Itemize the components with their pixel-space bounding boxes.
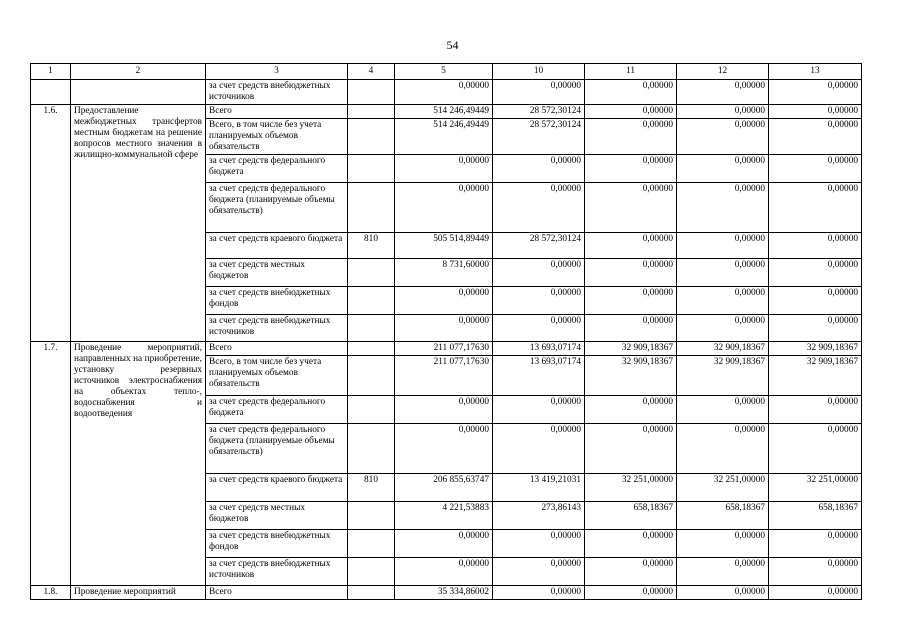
value-cell: 13 693,07174 [493,356,585,396]
value-cell: 0,00000 [677,155,769,183]
code-cell [348,356,395,396]
value-cell: 0,00000 [677,558,769,586]
activity-name-cell: Проведение мероприятий, направленных на приобретение, установку резервных источников электроснабжения на объектах тепло-, водоснабжения и водоотведения [71,342,206,586]
value-cell: 0,00000 [769,119,862,155]
value-cell: 35 334,86002 [395,586,493,600]
code-cell [348,183,395,233]
value-cell: 32 909,18367 [677,356,769,396]
column-header: 10 [493,64,585,80]
value-cell: 0,00000 [769,259,862,287]
code-cell [348,119,395,155]
source-cell: за счет средств федерального бюджета [206,155,348,183]
value-cell: 32 909,18367 [769,356,862,396]
value-cell: 0,00000 [677,315,769,342]
column-header: 5 [395,64,493,80]
code-cell [348,80,395,105]
value-cell: 0,00000 [585,259,677,287]
source-cell: за счет средств краевого бюджета [206,474,348,502]
value-cell: 28 572,30124 [493,233,585,259]
code-cell [348,530,395,558]
value-cell: 0,00000 [769,396,862,424]
column-header: 1 [31,64,71,80]
table-body [31,80,862,600]
column-header: 3 [206,64,348,80]
value-cell: 13 693,07174 [493,342,585,356]
source-cell: за счет средств внебюджетных фондов [206,530,348,558]
column-header: 11 [585,64,677,80]
value-cell: 0,00000 [585,558,677,586]
value-cell: 0,00000 [769,558,862,586]
value-cell: 0,00000 [585,315,677,342]
table-row [31,342,862,356]
row-number-cell [31,80,71,105]
value-cell: 0,00000 [493,80,585,105]
source-cell: за счет средств внебюджетных фондов [206,287,348,315]
value-cell: 0,00000 [395,287,493,315]
value-cell: 0,00000 [585,287,677,315]
value-cell: 0,00000 [677,424,769,474]
source-cell: за счет средств федерального бюджета (планируемые объемы обязательств) [206,424,348,474]
value-cell: 0,00000 [395,424,493,474]
value-cell: 0,00000 [493,183,585,233]
value-cell: 0,00000 [585,183,677,233]
source-cell: Всего [206,105,348,119]
source-cell: Всего, в том числе без учета планируемых объемов обязательств [206,356,348,396]
code-cell [348,155,395,183]
header-row [31,64,862,80]
table-row [31,586,862,600]
value-cell: 0,00000 [493,586,585,600]
value-cell: 0,00000 [493,259,585,287]
budget-table [30,63,862,600]
value-cell: 0,00000 [585,396,677,424]
column-header: 2 [71,64,206,80]
row-number-cell: 1.6. [31,105,71,342]
source-cell: за счет средств внебюджетных источников [206,315,348,342]
value-cell: 32 909,18367 [585,356,677,396]
value-cell: 0,00000 [769,183,862,233]
value-cell: 0,00000 [585,80,677,105]
table-row [31,80,862,105]
value-cell: 0,00000 [769,80,862,105]
value-cell: 0,00000 [677,530,769,558]
code-cell [348,315,395,342]
value-cell: 0,00000 [493,155,585,183]
value-cell: 0,00000 [395,530,493,558]
column-header: 4 [348,64,395,80]
column-header: 13 [769,64,862,80]
value-cell: 4 221,53883 [395,502,493,530]
value-cell: 505 514,89449 [395,233,493,259]
value-cell: 0,00000 [769,105,862,119]
value-cell: 273,86143 [493,502,585,530]
code-cell: 810 [348,474,395,502]
value-cell: 28 572,30124 [493,105,585,119]
value-cell: 0,00000 [493,424,585,474]
value-cell: 0,00000 [585,586,677,600]
code-cell [348,342,395,356]
value-cell: 0,00000 [395,315,493,342]
code-cell [348,259,395,287]
row-number-cell: 1.8. [31,586,71,600]
source-cell: за счет средств федерального бюджета (планируемые объемы обязательств) [206,183,348,233]
value-cell: 28 572,30124 [493,119,585,155]
source-cell: за счет средств краевого бюджета [206,233,348,259]
value-cell: 32 909,18367 [585,342,677,356]
value-cell: 0,00000 [493,558,585,586]
value-cell: 0,00000 [769,155,862,183]
value-cell: 658,18367 [585,502,677,530]
value-cell: 0,00000 [585,155,677,183]
row-number-cell: 1.7. [31,342,71,586]
source-cell: за счет средств внебюджетных источников [206,558,348,586]
source-cell: за счет средств федерального бюджета [206,396,348,424]
page-number: 54 [446,38,459,52]
value-cell: 32 909,18367 [677,342,769,356]
value-cell: 0,00000 [585,119,677,155]
code-cell [348,558,395,586]
activity-name-cell: Предоставление межбюджетных трансфертов местным бюджетам на решение вопросов местного значения в жилищно-коммунальной сфере [71,105,206,342]
value-cell: 0,00000 [677,105,769,119]
source-cell: Всего, в том числе без учета планируемых объемов обязательств [206,119,348,155]
value-cell: 0,00000 [769,586,862,600]
value-cell: 0,00000 [493,530,585,558]
code-cell [348,586,395,600]
value-cell: 32 251,00000 [585,474,677,502]
activity-name-cell [71,80,206,105]
value-cell: 0,00000 [585,424,677,474]
value-cell: 0,00000 [677,119,769,155]
value-cell: 514 246,49449 [395,119,493,155]
source-cell: за счет средств местных бюджетов [206,502,348,530]
value-cell: 0,00000 [395,155,493,183]
value-cell: 32 251,00000 [769,474,862,502]
value-cell: 32 909,18367 [769,342,862,356]
value-cell: 514 246,49449 [395,105,493,119]
value-cell: 211 077,17630 [395,342,493,356]
value-cell: 0,00000 [769,315,862,342]
value-cell: 0,00000 [395,558,493,586]
value-cell: 0,00000 [769,233,862,259]
value-cell: 0,00000 [769,530,862,558]
column-header: 12 [677,64,769,80]
code-cell [348,105,395,119]
activity-name-cell: Проведение мероприятий [71,586,206,600]
value-cell: 32 251,00000 [677,474,769,502]
value-cell: 206 855,63747 [395,474,493,502]
source-cell: Всего [206,342,348,356]
value-cell: 0,00000 [677,233,769,259]
value-cell: 211 077,17630 [395,356,493,396]
value-cell: 13 419,21031 [493,474,585,502]
value-cell: 658,18367 [677,502,769,530]
value-cell: 0,00000 [493,287,585,315]
source-cell: за счет средств местных бюджетов [206,259,348,287]
value-cell: 0,00000 [395,396,493,424]
value-cell: 0,00000 [677,259,769,287]
value-cell: 0,00000 [395,80,493,105]
value-cell: 0,00000 [493,315,585,342]
value-cell: 0,00000 [677,80,769,105]
code-cell [348,287,395,315]
value-cell: 0,00000 [769,424,862,474]
value-cell: 0,00000 [493,396,585,424]
code-cell [348,424,395,474]
value-cell: 0,00000 [585,530,677,558]
value-cell: 0,00000 [677,287,769,315]
code-cell [348,502,395,530]
value-cell: 0,00000 [585,233,677,259]
value-cell: 8 731,60000 [395,259,493,287]
value-cell: 0,00000 [585,105,677,119]
value-cell: 0,00000 [769,287,862,315]
source-cell: за счет средств внебюджетных источников [206,80,348,105]
value-cell: 0,00000 [677,586,769,600]
value-cell: 0,00000 [677,183,769,233]
value-cell: 0,00000 [677,396,769,424]
value-cell: 658,18367 [769,502,862,530]
source-cell: Всего [206,586,348,600]
code-cell [348,396,395,424]
table-row [31,105,862,119]
value-cell: 0,00000 [395,183,493,233]
code-cell: 810 [348,233,395,259]
